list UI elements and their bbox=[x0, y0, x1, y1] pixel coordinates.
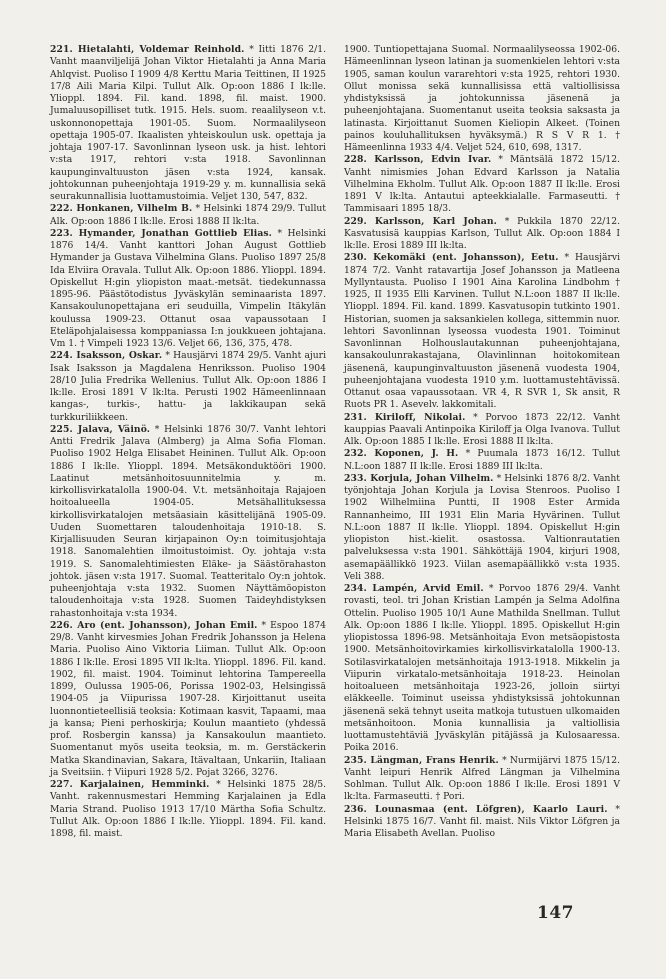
entry-body: 1900. Tuntiopettajana Suomal. Normaalilyseossa 1902-06. Hämeenlinnan lyseon latinan ja suomenkielen lehtori v:sta 1905, saman koulun vararehtori v:sta 1925, rehtori 1930. Ollut monissa sekä kunnallisissa että valtiollisissa yhdistyksissä ja johtokunnissa jäsenenä ja puheenjohtajana. Suomentanut useita teoksia saksasta ja latinasta. Kirjoittanut Suomen Kieliopin Alkeet. (Toinen painos kouluhallituksen hyväksymä.) R S V R 1. † Hämeenlinna 1933 4/4. Veljet 524, 610, 698, 1317. bbox=[344, 44, 620, 153]
entry-heading: 227. Karjalainen, Hemminki. bbox=[50, 779, 210, 790]
entry-body: * Puumala 1873 16/12. Tullut N.L:oon 1887 II lk:lle. Erosi 1889 III lk:lta. bbox=[344, 448, 621, 472]
entry-236 bbox=[344, 804, 620, 841]
right-column bbox=[344, 44, 620, 840]
left-column bbox=[50, 44, 326, 840]
entry-body: * Helsinki 1876 14/4. Vanht kanttori Johan August Gottlieb Hymander ja Gustava Vilhelmina Glans. Puoliso 1897 25/8 Ida Elviira Oravala. Tullut Alk. Op:oon 1886. Ylioppl. 1894. Opiskellut H:gin yliopiston maat.-metsät. tiedekunnassa 1895-96. Päästötodistus Jyväskylän seminaarista 1897. Kansakoulunopettajana eri seuduilla, Vimpelin Itäkylän koulussa 1909-23. Ottanut osaa vapaussotaan I Eteläpohjalaisessa komppaniassa I:n joukkueen johtajana. Vm 1. † Vimpeli 1923 13/6. Veljet 66, 136, 375, 478. bbox=[50, 227, 326, 349]
entry-225 bbox=[50, 424, 326, 620]
entry-221 bbox=[50, 44, 326, 203]
entry-234 bbox=[344, 583, 620, 755]
entry-body: * Helsinki 1875 16/7. Vanht fil. maist. Nils Viktor Löfgren ja Maria Elisabeth Avellan. Puoliso bbox=[344, 803, 621, 839]
entry-body: * Helsinki 1875 28/5. Vanht. rakennusmestari Hemming Karjalainen ja Edla Maria Strand. Puoliso 1913 17/10 Märtha Sofia Schultz. Tullut Alk. Op:oon 1886 I lk:lle. Ylioppl. 1894. Fil. kand. 1898, fil. maist. bbox=[50, 779, 327, 839]
entry-228 bbox=[344, 154, 620, 215]
entry-heading: 221. Hietalahti, Voldemar Reinhold. bbox=[50, 44, 245, 55]
entry-heading: 233. Korjula, Johan Vilhelm. bbox=[344, 472, 494, 484]
entry-heading: 232. Koponen, J. H. bbox=[344, 448, 459, 460]
entry-233 bbox=[344, 473, 620, 583]
entry-heading: 226. Aro (ent. Johansson), Johan Emil. bbox=[50, 619, 258, 631]
entry-226 bbox=[50, 620, 326, 779]
entry-230 bbox=[344, 252, 620, 411]
entry-heading: 230. Kekomäki (ent. Johansson), Eetu. bbox=[344, 252, 559, 264]
entry-heading: 225. Jalava, Väinö. bbox=[50, 423, 151, 435]
entry-body: * Hausjärvi 1874 29/5. Vanht ajuri Isak Isaksson ja Magdalena Henriksson. Puoliso 1904 28/10 Julia Fredrika Wellenius. Tullut Alk. Op:oon 1886 I lk:lle. Erosi 1891 V lk:lta. Perusti 1902 Hämeenlinnaan kangas-, turkis-, hattu- ja lakkikaupan sekä turkkuriliikkeen. bbox=[50, 350, 327, 423]
entry-body: * Mäntsälä 1872 15/12. Vanht nimismies Johan Edvard Karlsson ja Natalia Vilhelmina Ekholm. Tullut Alk. Op:oon 1887 II lk:lle. Erosi 1891 V lk:lta. Antautui apteekkialalle. Farmaseutti. † Tammisaari 1895 18/3. bbox=[344, 154, 620, 215]
entry-224 bbox=[50, 350, 326, 424]
entry-body: * Pukkila 1870 22/12. Kasvatusisä kauppias Karlson, Tullut Alk. Op:oon 1884 I lk:lle. Erosi 1889 III lk:lta. bbox=[344, 215, 620, 251]
entry-body: * Helsinki 1876 30/7. Vanht lehtori Antti Fredrik Jalava (Almberg) ja Alma Sofia Floman. Puoliso 1902 Helga Elisabet Heininen. Tullut Alk. Op:oon 1886 I lk:lle. Ylioppl. 1894. Metsäkonduktööri 1900. Laatinut metsänhoitosuunnitelmia y. m. kirkollisvirkatalolla 1900-04. V.t. metsänhoitaja Rajajoen hoitoalueella 1904-05. Metsähallituksessa kirkollisvirkatalojen metsäasiain käsittelijänä 1905-09. Uuden Suomettaren taloudenhoitaja 1910-18. S. Kirjallisuuden Seuran kirjapainon Oy:n toimitusjohtaja 1918. Sanomalehtien ilmoitustoimist. Oy. johtaja v:sta 1919. S. Sanomalehtimiesten Eläke- ja Säästörahaston johtok. jäsen v:sta 1917. Suomal. Teatteritalo Oy:n johtok. puheenjohtaja v:sta 1932. Suomen Näyttämöopiston taloudenhoitaja v:sta 1928. Suomen Taideyhdistyksen rahastonhoitaja v:sta 1934. bbox=[50, 423, 327, 619]
entry-heading: 229. Karlsson, Karl Johan. bbox=[344, 215, 497, 227]
entry-heading: 224. Isaksson, Oskar. bbox=[50, 350, 163, 362]
entry-body: * Porvoo 1873 22/12. Vanht kauppias Paavali Antinpoika Kiriloff ja Olga Ivanova. Tullut Alk. Op:oon 1885 I lk:lle. Erosi 1888 II lk:lta. bbox=[344, 411, 620, 447]
entry-body: * Hausjärvi 1874 7/2. Vanht ratavartija Josef Johansson ja Matleena Myllyntausta. Puoliso I 1901 Aina Karolina Lindbohm † 1925, II 1935 Elli Karvinen. Tullut N.L:oon 1887 II lk:lle. Ylioppl. 1894. Fil. kand. 1899. Kasvatusopin tutkinto 1901. Historian, suomen ja saksankielen kollega, sittemmin nuor. lehtori Savonlinnan lyseossa vuodesta 1901. Toiminut Savonlinnan Holhouslautakunnan puheenjohtajana, kansakoulunrakastajana, Olavinlinnan hoitokomitean jäsenenä, kaupunginvaltuuston jäsenenä vuodesta 1904, puheenjohtajana vuodesta 1910 y.m. luottamustehtävissä. Ottanut osaa vapaussotaan. VR 4, R SVR 1, Sk ansit, R Ruots PR 1. Asevelv. lakkomitali. bbox=[344, 252, 621, 411]
entry-heading: 234. Lampén, Arvid Emil. bbox=[344, 583, 484, 594]
page-number: 147 bbox=[537, 903, 574, 923]
entry-body: * Nurmijärvi 1875 15/12. Vanht leipuri Henrik Alfred Längman ja Vilhelmina Sohlman. Tullut Alk. Op:oon 1886 I lk:lle. Erosi 1891 V lk:lta. Farmaseutti. † Pori. bbox=[344, 754, 620, 803]
entry-heading: 222. Honkanen, Vilhelm B. bbox=[50, 203, 193, 215]
entry-body: * Espoo 1874 29/8. Vanht kirvesmies Johan Fredrik Johansson ja Helena Maria. Puoliso Aino Viktoria Liiman. Tullut Alk. Op:oon 1886 I lk:lle. Erosi 1895 VII lk:lta. Ylioppl. 1896. Fil. kand. 1902, fil. maist. 1904. Toiminut lehtorina Tampereella 1899, Oulussa 1905-06, Porissa 1902-03, Helsingissä 1904-05 ja Viipurissa 1907-28. Kirjoittanut useita luonnontieteellisiä teoksia: Kotimaan kasvit, Tapaami, maa ja kansa; Pieni perhoskirja; Koulun maantieto (yhdessä prof. Rosbergin kanssa) ja Kansakoulun maantieto. Suomentanut myös useita teoksia, m. m. Gerstäckerin Matka Skandinavian, Sakara, Itävaltaan, Unkariin, Italiaan ja Sveitsiin. † Viipuri 1928 5/2. Pojat 3266, 3276. bbox=[50, 619, 326, 778]
entry-heading: 231. Kiriloff, Nikolai. bbox=[344, 411, 466, 423]
entry-heading: 236. Lounasmaa (ent. Löfgren), Kaarlo Lauri. bbox=[344, 803, 608, 815]
entry-235 bbox=[344, 755, 620, 804]
entry-231 bbox=[344, 412, 620, 449]
entry-229 bbox=[344, 216, 620, 253]
entry-body: * Helsinki 1876 8/2. Vanht työnjohtaja Johan Korjula ja Lovisa Stenroos. Puoliso I 1902 Wilhelmiina Puntti, II 1908 Ester Armida Rannanheimo, III 1931 Elin Maria Hyvärinen. Tullut N.L:oon 1887 II lk:lle. Ylioppl. 1894. Opiskellut H:gin yliopiston hist.-kielit. osastossa. Valtionrautatien palveluksessa v:sta 1901. Sähköttäjä 1904, kirjuri 1908, asemapäällikkö 1923. Viilan asemapäällikkö v:sta 1935. Veli 388. bbox=[344, 472, 621, 582]
entry-232 bbox=[344, 448, 620, 473]
entry-222 bbox=[50, 203, 326, 228]
entry-223 bbox=[50, 228, 326, 351]
entry-heading: 235. Längman, Frans Henrik. bbox=[344, 754, 499, 766]
entry-227-continued bbox=[344, 44, 620, 154]
entry-heading: 228. Karlsson, Edvin Ivar. bbox=[344, 154, 492, 166]
entry-227 bbox=[50, 779, 326, 840]
entry-heading: 223. Hymander, Jonathan Gottlieb Elias. bbox=[50, 227, 272, 239]
entry-body: * Porvoo 1876 29/4. Vanht rovasti, teol. tri Johan Kristian Lampén ja Selma Adolfina Ottelin. Puoliso 1905 10/1 Aune Mathilda Snellman. Tullut Alk. Op:oon 1886 I lk:lle. Ylioppl. 1895. Opiskellut H:gin yliopistossa 1896-98. Metsänhoitaja Evon metsäopistosta 1900. Metsänhoitovirkamies kirkollisvirkatalolla 1900-13. Sotilasvirkatalojen metsänhoitaja 1913-1918. Mikkelin ja Viipurin virkatalo-metsänhoitaja 1918-23. Heinolan hoitoalueen metsänhoitaja 1923-26, jolloin siirtyi eläkkeelle. Toiminut useissa yhdistyksissä johtokunnan jäsenenä sekä tehnyt useita matkoja tutustuen ulkomaiden metsänhoitoon. Monia kunnallisia ja valtiollisia luottamustehtäviä Jyväskylän pitäjässä ja Kulosaaressa. Poika 2016. bbox=[344, 583, 620, 754]
entry-body: * Helsinki 1874 29/9. Tullut Alk. Op:oon 1886 I lk:lle. Erosi 1888 II lk:lta. bbox=[50, 203, 326, 227]
entry-body: * Iitti 1876 2/1. Vanht maanviljelijä Johan Viktor Hietalahti ja Anna Maria Ahlqvist. Puoliso I 1909 4/8 Kerttu Maria Teittinen, II 1925 17/8 Aili Maria Kilpi. Tullut Alk. Op:oon 1886 I lk:lle. Ylioppl. 1894. Fil. kand. 1898, fil. maist. 1900. Jumaluusopilliset tutk. 1915. Hels. suom. reaalilyseon v.t. uskonnonopettaja 1901-05. Suom. Normaalilyseon opettaja 1905-07. Ikaalisten yhteiskoulun usk. opettaja ja johtaja 1907-17. Savonlinnan lyseon usk. ja hist. lehtori v:sta 1917, rehtori v:sta 1918. Savonlinnan kaupunginvaltuuston jäsen v:sta 1924, kansak. johtokunnan puheenjohtaja 1919-29 y. m. kunnallisia sekä seurakunnallisia luottamustoimia. Veljet 130, 547, 832. bbox=[50, 44, 327, 202]
